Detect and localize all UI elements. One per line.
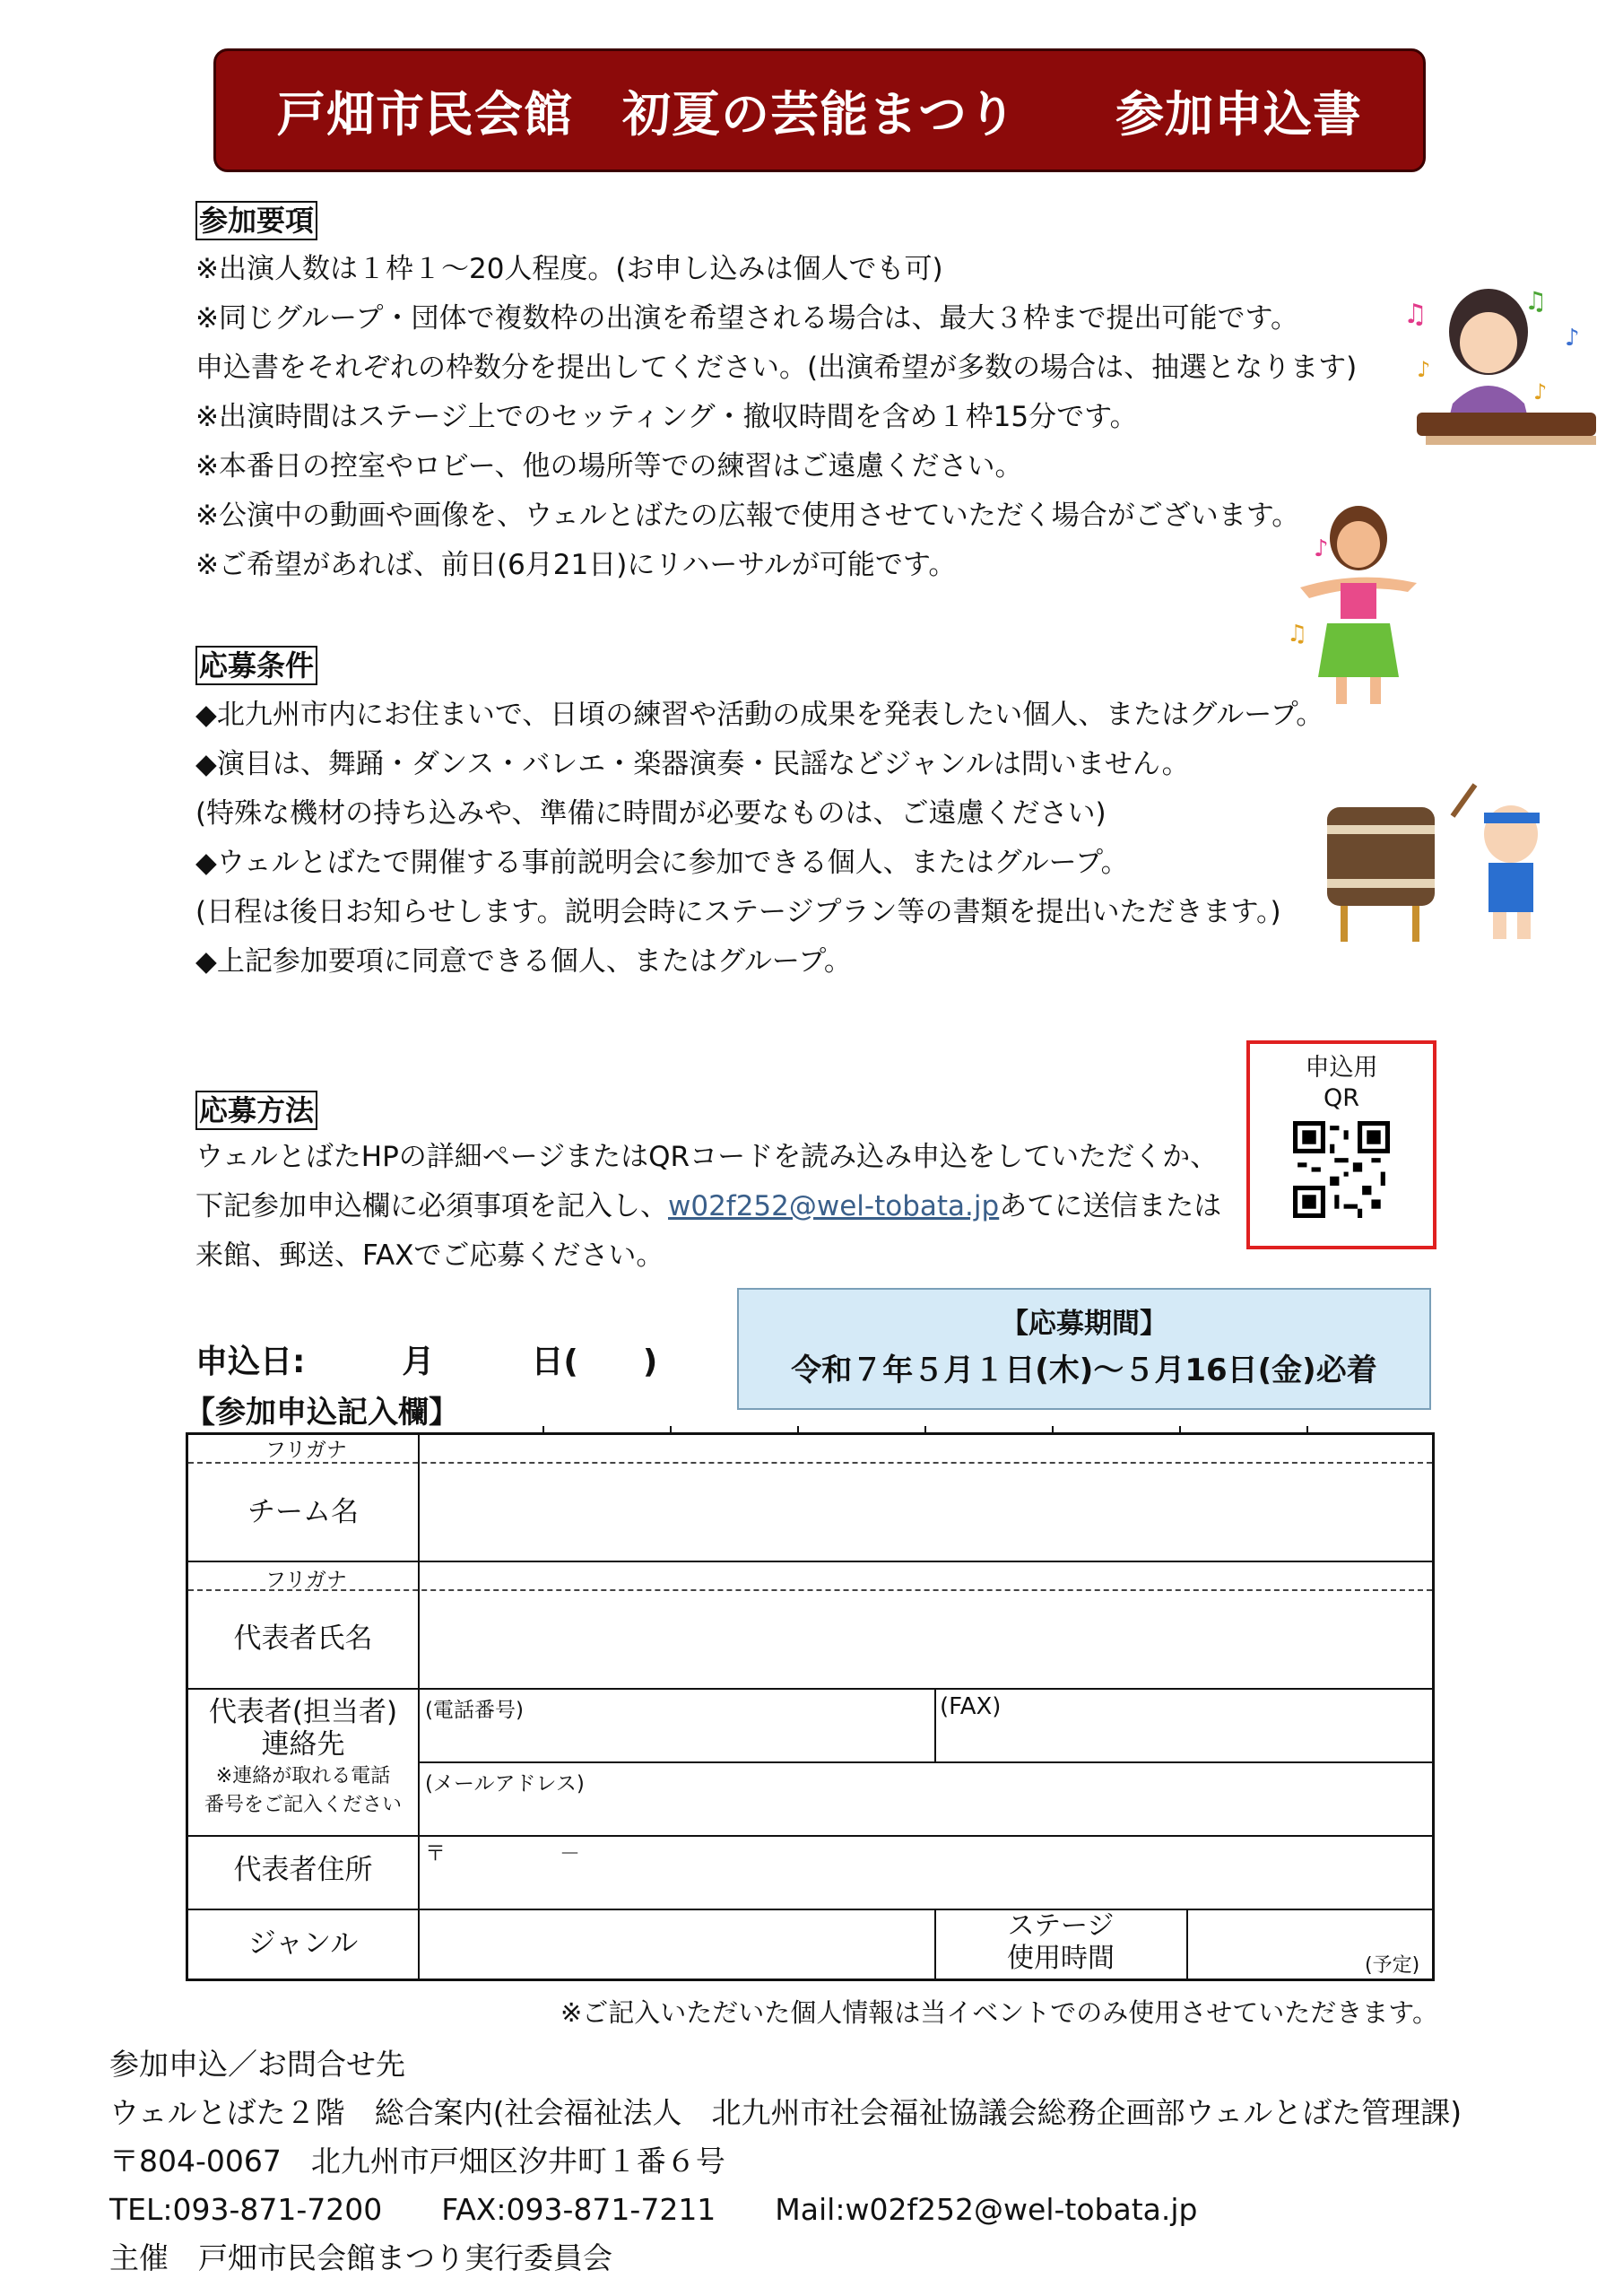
svg-text:♫: ♫ <box>1524 286 1548 316</box>
hula-dancer-illustration <box>1273 498 1426 718</box>
condition-line: ◆北九州市内にお住まいで、日頃の練習や活動の成果を発表したい個人、またはグループ。 <box>195 699 1324 731</box>
title-banner <box>213 48 1426 172</box>
method-line-2-post: あてに送信または <box>999 1190 1222 1222</box>
genre-input[interactable] <box>420 1910 933 1979</box>
phone-label: (電話番号) <box>425 1699 524 1722</box>
genre-label: ジャンル <box>247 1927 359 1960</box>
svg-text:♪: ♪ <box>1533 379 1548 404</box>
address-label: 代表者住所 <box>233 1854 373 1886</box>
qr-code-box <box>1246 1040 1436 1249</box>
contact-note-2: 番号をご記入ください <box>204 1794 402 1816</box>
condition-line: ◆上記参加要項に同意できる個人、またはグループ。 <box>195 945 852 978</box>
team-furigana-input[interactable] <box>420 1435 1432 1462</box>
fax-input[interactable] <box>936 1690 1432 1761</box>
application-date-field[interactable]: 申込日: 月 日( ) <box>195 1344 658 1380</box>
rep-name-input[interactable] <box>420 1591 1432 1688</box>
tick <box>542 1426 544 1432</box>
contact-note-1: ※連絡が取れる電話 <box>215 1765 391 1787</box>
taiko-drummer-illustration <box>1318 780 1560 946</box>
contact-label-2: 連絡先 <box>261 1728 345 1761</box>
requirement-line: ※同じグループ・団体で複数枠の出演を希望される場合は、最大３枠まで提出可能です。 <box>195 302 1299 335</box>
svg-text:♪: ♪ <box>1314 535 1329 562</box>
koto-player-illustration <box>1399 269 1610 457</box>
svg-text:♪: ♪ <box>1565 325 1580 352</box>
method-line-2 <box>195 1188 1221 1224</box>
period-heading: 【応募期間】 <box>1001 1308 1167 1340</box>
tick <box>1179 1426 1181 1432</box>
contact-office: ウェルとばた２階 総合案内(社会福祉法人 北九州市社会福祉協議会総務企画部ウェルとばた管理課) <box>109 2095 1462 2130</box>
contact-label-1: 代表者(担当者) <box>208 1696 398 1728</box>
form-title: 【参加申込記入欄】 <box>185 1395 459 1431</box>
contact-tel-fax-mail: TEL:093-871-7200 FAX:093-871-7211 Mail:w02f252@wel-tobata.jp <box>109 2192 1198 2227</box>
method-line-2-pre: 下記参加申込欄に必須事項を記入し、 <box>195 1190 668 1222</box>
requirement-line: ※出演人数は１枠１～20人程度。(お申し込みは個人でも可) <box>195 253 943 285</box>
requirement-line: ※本番日の控室やロビー、他の場所等での練習はご遠慮ください。 <box>195 450 1023 483</box>
email-link[interactable]: w02f252@wel-tobata.jp <box>668 1190 1000 1222</box>
tick <box>1306 1426 1308 1432</box>
method-line-3: 来館、郵送、FAXでご応募ください。 <box>195 1239 664 1272</box>
postal-dash: － <box>560 1842 580 1866</box>
stage-time-label-1: ステージ <box>1007 1910 1115 1942</box>
stage-time-label <box>936 1910 1185 1975</box>
team-name-input[interactable] <box>420 1464 1432 1561</box>
method-heading: 応募方法 <box>195 1091 317 1130</box>
condition-line: (日程は後日お知らせします。説明会時にステージプラン等の書類を提出いただきます。) <box>195 896 1281 928</box>
page-title: 戸畑市民会館 初夏の芸能まつり 参加申込書 <box>277 85 1362 143</box>
organizer: 主催 戸畑市民会館まつり実行委員会 <box>109 2240 612 2275</box>
requirements-heading: 参加要項 <box>195 201 317 240</box>
stage-time-label-2: 使用時間 <box>1007 1943 1115 1974</box>
rep-name-label: 代表者氏名 <box>233 1622 373 1655</box>
tick <box>1052 1426 1054 1432</box>
qr-title-line-1: 申込用 <box>1305 1054 1378 1082</box>
planned-note: (予定) <box>1365 1954 1420 1977</box>
conditions-heading: 応募条件 <box>195 646 317 685</box>
period-dates: 令和７年５月１日(木)～５月16日(金)必着 <box>791 1352 1377 1388</box>
phone-input[interactable] <box>420 1690 933 1761</box>
application-period-box <box>737 1288 1431 1410</box>
rep-furigana-label: フリガナ <box>265 1569 347 1592</box>
team-furigana-label: フリガナ <box>265 1439 347 1462</box>
contact-address: 〒804-0067 北九州市戸畑区汐井町１番６号 <box>109 2144 725 2179</box>
requirement-line: ※出演時間はステージ上でのセッティング・撤収時間を含め１枠15分です。 <box>195 401 1138 433</box>
requirement-line: ※公演中の動画や画像を、ウェルとばたの広報で使用させていただく場合がございます。 <box>195 500 1300 532</box>
application-form-table <box>186 1432 1435 1981</box>
qr-code-image[interactable] <box>1293 1121 1390 1218</box>
tick <box>670 1426 672 1432</box>
team-name-label: チーム名 <box>247 1496 359 1528</box>
requirement-line: 申込書をそれぞれの枠数分を提出してください。(出演希望が多数の場合は、抽選となります) <box>195 352 1358 384</box>
svg-text:♫: ♫ <box>1287 621 1308 648</box>
rep-furigana-input[interactable] <box>420 1562 1432 1589</box>
contact-heading: 参加申込／お問合せ先 <box>109 2047 405 2082</box>
condition-line: ◆ウェルとばたで開催する事前説明会に参加できる個人、またはグループ。 <box>195 847 1129 879</box>
address-input[interactable] <box>420 1837 1432 1909</box>
email-label: (メールアドレス) <box>425 1772 585 1796</box>
condition-line: ◆演目は、舞踊・ダンス・バレエ・楽器演奏・民謡などジャンルは問いません。 <box>195 748 1190 780</box>
fax-label: (FAX) <box>940 1693 1002 1720</box>
qr-title-line-2: QR <box>1323 1084 1359 1112</box>
tick <box>924 1426 926 1432</box>
tick <box>797 1426 799 1432</box>
requirement-line: ※ご希望があれば、前日(6月21日)にリハーサルが可能です。 <box>195 549 957 581</box>
email-input[interactable] <box>420 1763 1432 1835</box>
svg-text:♫: ♫ <box>1403 299 1428 330</box>
method-line-1: ウェルとばたHPの詳細ページまたはQRコードを読み込み申込をしていただくか、 <box>195 1141 1219 1173</box>
privacy-note: ※ご記入いただいた個人情報は当イベントでのみ使用させていただきます。 <box>560 1997 1438 2028</box>
postal-mark: 〒 <box>425 1842 446 1866</box>
condition-line: (特殊な機材の持ち込みや、準備に時間が必要なものは、ご遠慮ください) <box>195 797 1107 830</box>
svg-text:♪: ♪ <box>1417 357 1431 382</box>
